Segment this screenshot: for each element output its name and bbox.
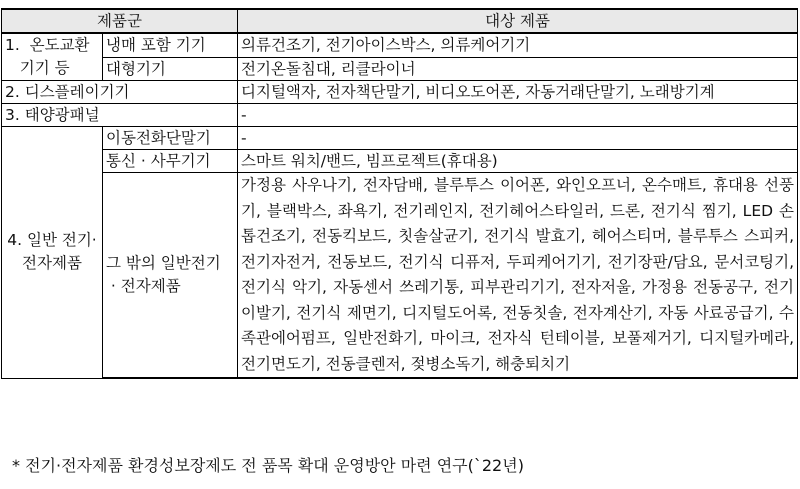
table-row [2,33,798,57]
header-target-products: 대상 제품 [238,9,798,33]
table-row [2,150,798,173]
subgroup-cell: 통신 · 사무기기 [103,150,238,173]
table-row [2,127,798,150]
table-row [2,81,798,104]
products-cell: - [238,104,798,127]
group-label: 1. 온도교환 기기 등 [5,36,90,77]
group-cell-general [2,127,103,379]
products-cell: 의류건조기, 전기아이스박스, 의류케어기기 [238,33,798,57]
table-row [2,173,798,379]
products-cell: 디지털액자, 전자책단말기, 비디오도어폰, 자동거래단말기, 노래방기계 [238,81,798,104]
subgroup-cell: 이동전화단말기 [103,127,238,150]
source-footnote: * 전기·전자제품 환경성보장제도 전 품목 확대 운영방안 마련 연구(`22년) [12,456,524,475]
group-label: 4. 일반 전기· 전자제품 [7,231,97,273]
products-cell: 전기온돌침대, 리클라이너 [238,57,798,81]
subgroup-label: 그 밖의 일반전기 · 전자제품 [106,254,221,295]
subgroup-cell [103,173,238,379]
subgroup-cell: 냉매 포함 기기 [103,33,238,57]
product-table [1,8,798,379]
subgroup-cell: 대형기기 [103,57,238,81]
table-header-row [2,9,798,33]
group-cell-temperature [2,33,103,81]
table-row [2,57,798,81]
group-cell-display: 2. 디스플레이기기 [2,81,238,104]
group-cell-solar: 3. 태양광패널 [2,104,238,127]
products-cell: 가정용 사우나기, 전자담배, 블루투스 이어폰, 와인오프너, 온수매트, 휴대용 선풍기, 블랙박스, 좌욕기, 전기레인지, 전기헤어스타일러, 드론, 전기식 찜기, LED 손톱건조기, 전동킥보드, 칫솔살균기, 전기식 발효기, 헤어스티머, 블루투스 스피커, 전기자전거, 전동보드, 전기식 디퓨저, 두피케어기기, 전기장판/담요, 문서코팅기, 전기식 악기, 자동센서 쓰레기통, 피부관리기기, 전자저울, 가정용 전동공구, 전기이발기, 전기식 제면기, 디지털도어록, 전동칫솔, 전자계산기, 자동 사료공급기, 수족관에어펌프, 일반전화기, 마이크, 전자식 턴테이블, 보풀제거기, 디지털카메라, 전기면도기, 전동클렌저, 젖병소독기, 해충퇴치기 [238,173,798,379]
products-cell: - [238,127,798,150]
products-cell: 스마트 워치/밴드, 빔프로젝트(휴대용) [238,150,798,173]
table-row [2,104,798,127]
header-product-group: 제품군 [2,9,238,33]
